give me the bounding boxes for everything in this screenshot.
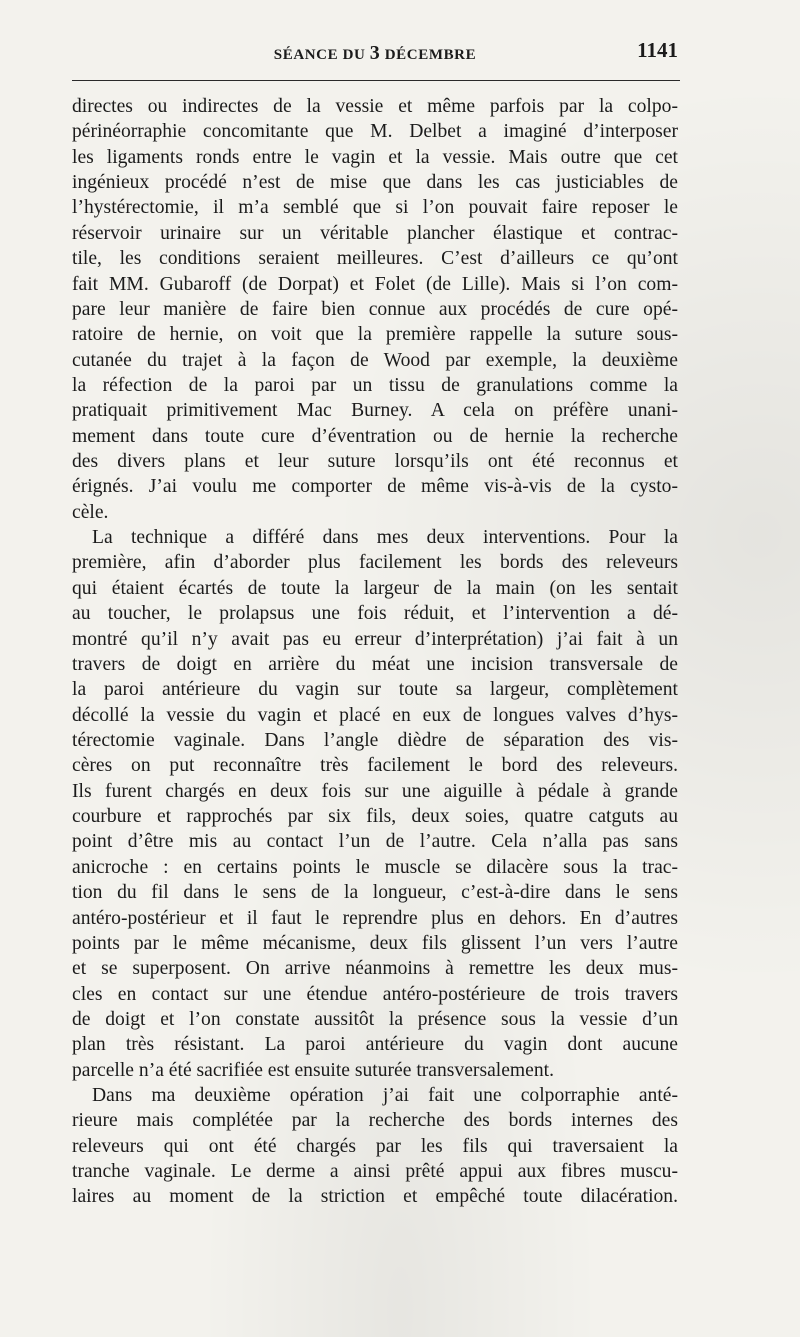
running-head-day: 3 (369, 42, 381, 64)
text-line: courbure et rapprochés par six fils, deux soies, quatre catguts au (72, 806, 678, 828)
text-line: tile, les conditions seraient meilleures. C’est d’ailleurs ce qu’ont (72, 248, 678, 270)
text-line: réservoir urinaire sur un véritable plancher élastique et contrac- (72, 222, 678, 244)
text-line: cèle. (72, 501, 109, 523)
text-line: la réfection de la paroi par un tissu de granulations comme la (72, 374, 678, 396)
text-line: décollé la vessie du vagin et placé en eux de longues valves d’hys- (72, 704, 678, 726)
text-line: Ils furent chargés en deux fois sur une aiguille à pédale à grande (72, 780, 678, 802)
page-header (72, 38, 678, 72)
running-head (72, 42, 678, 65)
body-text (72, 94, 678, 1210)
text-line: montré qu’il n’y avait pas eu erreur d’interprétation) j’ai fait à un (72, 628, 678, 650)
page-number: 1141 (637, 38, 678, 62)
text-line: mement dans toute cure d’éventration ou de hernie la recherche (72, 425, 678, 447)
text-line: rieure mais complétée par la recherche des bords internes des (72, 1110, 678, 1132)
text-line: La technique a différé dans mes deux interventions. Pour la (92, 527, 678, 549)
text-line: cères on put reconnaître très facilement le bord des releveurs. (72, 755, 678, 777)
text-line: pare leur manière de faire bien connue aux procédés de cure opé- (72, 298, 678, 320)
text-line: laires au moment de la striction et empêché toute dilacération. (72, 1186, 678, 1208)
text-line: cles en contact sur une étendue antéro-postérieure de trois travers (72, 983, 678, 1005)
text-line: directes ou indirectes de la vessie et même parfois par la colpo- (72, 96, 678, 117)
text-line: qui étaient écartés de toute la largeur de la main (on les sentait (72, 577, 678, 599)
text-line: de doigt et l’on constate aussitôt la présence sous la vessie d’un (72, 1008, 678, 1030)
text-line: au toucher, le prolapsus une fois réduit, et l’intervention a dé- (72, 603, 678, 625)
running-head-pre: SÉANCE DU (273, 47, 370, 63)
text-line: anicroche : en certains points le muscle se dilacère sous la trac- (72, 856, 678, 878)
text-line: ingénieux procédé n’est de mise que dans les cas justiciables de (72, 172, 678, 194)
text-line: tion du fil dans le sens de la longueur, c’est-à-dire dans le sens (72, 882, 678, 904)
text-line: points par le même mécanisme, deux fils glissent l’un vers l’autre (72, 932, 678, 954)
text-line: l’hystérectomie, il m’a semblé que si l’on pouvait faire reposer le (72, 197, 678, 219)
text-line: pratiquait primitivement Mac Burney. A cela on préfère unani- (72, 400, 678, 422)
text-line: cutanée du trajet à la façon de Wood par exemple, la deuxième (72, 349, 678, 371)
text-line: périnéorraphie concomitante que M. Delbet a imaginé d’interposer (72, 121, 678, 143)
text-line: première, afin d’aborder plus facilement les bords des releveurs (72, 552, 678, 574)
text-line: travers de doigt en arrière du méat une incision transversale de (72, 653, 678, 675)
text-line: les ligaments ronds entre le vagin et la vessie. Mais outre que cet (72, 146, 678, 168)
text-line: plan très résistant. La paroi antérieure du vagin dont aucune (72, 1034, 678, 1056)
text-line: érignés. J’ai voulu me comporter de même vis-à-vis de la cysto- (72, 476, 678, 498)
text-line: fait MM. Gubaroff (de Dorpat) et Folet (de Lille). Mais si l’on com- (72, 273, 678, 295)
text-line: la paroi antérieure du vagin sur toute sa largeur, complètement (72, 679, 678, 701)
text-line: point d’être mis au contact l’un de l’autre. Cela n’alla pas sans (72, 831, 678, 853)
text-line: térectomie vaginale. Dans l’angle dièdre de séparation des vis- (72, 729, 678, 751)
text-line: et se superposent. On arrive néanmoins à remettre les deux mus- (72, 958, 678, 980)
running-head-post: DÉCEMBRE (380, 47, 477, 63)
text-line: Dans ma deuxième opération j’ai fait une colporraphie anté- (92, 1085, 678, 1107)
text-line: ratoire de hernie, on voit que la première rappelle la suture sous- (72, 324, 678, 346)
text-line: des divers plans et leur suture lorsqu’ils ont été reconnus et (72, 451, 678, 473)
text-line: releveurs qui ont été chargés par les fils qui traversaient la (72, 1135, 678, 1157)
text-line: antéro-postérieur et il faut le reprendre plus en dehors. En d’autres (72, 907, 678, 929)
header-rule (72, 80, 680, 81)
text-line: tranche vaginale. Le derme a ainsi prêté appui aux fibres muscu- (72, 1161, 678, 1183)
text-line: parcelle n’a été sacrifiée est ensuite suturée transversalement. (72, 1059, 554, 1081)
